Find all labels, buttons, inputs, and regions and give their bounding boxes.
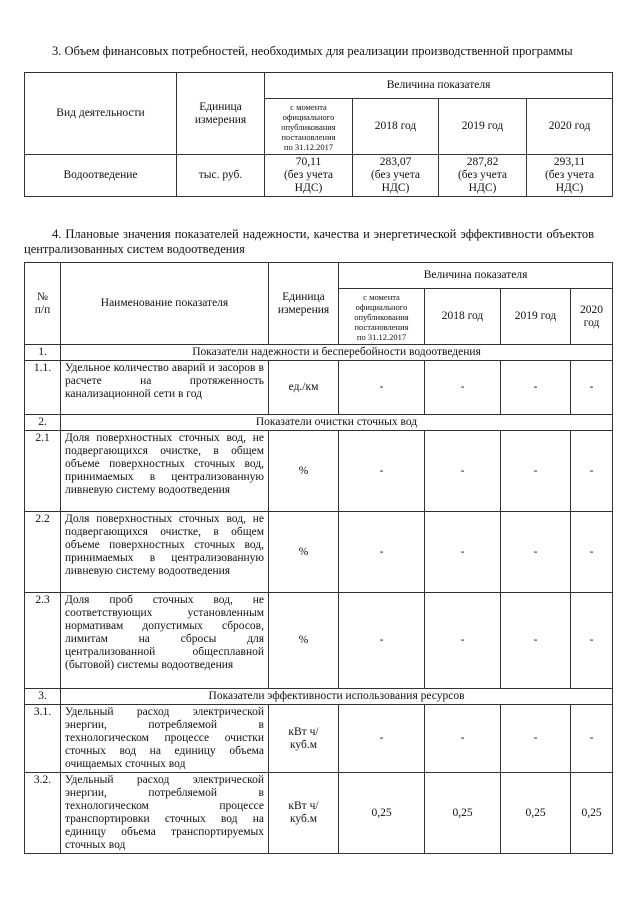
table-row — [25, 593, 613, 689]
unit-cell: кВт ч/ куб.м — [269, 773, 339, 854]
indicator-name: Доля проб сточных вод, не соответствующих установленным нормативам допустимых сбросов, лимитам на сбросы для централизованной общесплавной (бытовой) системы водоотведения — [61, 593, 269, 689]
indicator-name: Удельный расход электрической энергии, потребляемой в технологическом процессе транспортировки сточных вод на единицу объема транспортируемых сточных вод — [61, 773, 269, 854]
value-2019-cell: - — [501, 593, 571, 689]
col-value-header: Величина показателя — [339, 263, 613, 289]
unit-cell: кВт ч/ куб.м — [269, 705, 339, 773]
unit-cell: % — [269, 512, 339, 593]
col-2020-header: 2020 год — [571, 289, 613, 345]
value-2020-cell: - — [571, 361, 613, 415]
row-num: 1.1. — [25, 361, 61, 415]
unit-cell: ед./км — [269, 361, 339, 415]
value-from-cell: - — [339, 593, 425, 689]
value-2018-cell: - — [425, 593, 501, 689]
unit-cell: тыс. руб. — [177, 155, 265, 197]
value-2020-cell: 293,11 (без учета НДС) — [527, 155, 613, 197]
col-2018-header: 2018 год — [425, 289, 501, 345]
col-unit-header: Единица измерения — [177, 73, 265, 155]
value-2020-cell: - — [571, 593, 613, 689]
indicator-name: Доля поверхностных сточных вод, не подвергающихся очистке, в общем объеме поверхностных сточных вод, принимаемых в централизованную ливневую систему водоотведения — [61, 512, 269, 593]
unit-cell: % — [269, 593, 339, 689]
value-2019-cell: - — [501, 361, 571, 415]
value-2019-cell: - — [501, 512, 571, 593]
value-from-cell: - — [339, 431, 425, 512]
col-from-header: с момента официального опубликования постановления по 31.12.2017 — [339, 289, 425, 345]
value-2020-cell: 0,25 — [571, 773, 613, 854]
row-num: 2.2 — [25, 512, 61, 593]
table-row — [25, 512, 613, 593]
col-2019-header: 2019 год — [439, 99, 527, 155]
col-2018-header: 2018 год — [353, 99, 439, 155]
col-value-header: Величина показателя — [265, 73, 613, 99]
unit-cell: % — [269, 431, 339, 512]
indicators-table — [24, 262, 613, 854]
value-2020-cell: - — [571, 705, 613, 773]
value-from-cell: 0,25 — [339, 773, 425, 854]
group-title: Показатели надежности и бесперебойности водоотведения — [61, 345, 613, 361]
value-2019-cell: 0,25 — [501, 773, 571, 854]
financial-needs-table — [24, 72, 613, 197]
table-row — [25, 431, 613, 512]
value-2018-cell: - — [425, 512, 501, 593]
col-from-header: с момента официального опубликования постановления по 31.12.2017 — [265, 99, 353, 155]
group-title: Показатели эффективности использования ресурсов — [61, 689, 613, 705]
value-from-cell: 70,11 (без учета НДС) — [265, 155, 353, 197]
section4-heading: 4. Плановые значения показателей надежности, качества и энергетической эффективности объектов централизованных систем водоотведения — [24, 227, 594, 256]
value-2020-cell: - — [571, 431, 613, 512]
row-num: 3.1. — [25, 705, 61, 773]
group-num: 2. — [25, 415, 61, 431]
value-2018-cell: 0,25 — [425, 773, 501, 854]
value-2020-cell: - — [571, 512, 613, 593]
group-num: 1. — [25, 345, 61, 361]
value-from-cell: - — [339, 512, 425, 593]
col-name-header: Наименование показателя — [61, 263, 269, 345]
value-2019-cell: 287,82 (без учета НДС) — [439, 155, 527, 197]
value-2018-cell: - — [425, 431, 501, 512]
group-title: Показатели очистки сточных вод — [61, 415, 613, 431]
indicator-name: Удельное количество аварий и засоров в расчете на протяженность канализационной сети в год — [61, 361, 269, 415]
indicator-name: Доля поверхностных сточных вод, не подвергающихся очистке, в общем объеме поверхностных сточных вод, принимаемых в централизованную ливневую систему водоотведения — [61, 431, 269, 512]
table-row — [25, 773, 613, 854]
col-activity-header: Вид деятельности — [25, 73, 177, 155]
value-2019-cell: - — [501, 431, 571, 512]
value-from-cell: - — [339, 705, 425, 773]
table-row — [25, 705, 613, 773]
value-2018-cell: - — [425, 705, 501, 773]
value-from-cell: - — [339, 361, 425, 415]
value-2018-cell: 283,07 (без учета НДС) — [353, 155, 439, 197]
value-2018-cell: - — [425, 361, 501, 415]
row-num: 2.1 — [25, 431, 61, 512]
col-unit-header: Единица измерения — [269, 263, 339, 345]
table-row — [25, 361, 613, 415]
col-num-header: № п/п — [25, 263, 61, 345]
row-num: 2.3 — [25, 593, 61, 689]
activity-cell: Водоотведение — [25, 155, 177, 197]
group-num: 3. — [25, 689, 61, 705]
row-num: 3.2. — [25, 773, 61, 854]
col-2019-header: 2019 год — [501, 289, 571, 345]
indicator-name: Удельный расход электрической энергии, потребляемой в технологическом процессе очистки сточных вод на единицу объема очищаемых сточных вод — [61, 705, 269, 773]
col-2020-header: 2020 год — [527, 99, 613, 155]
section3-heading: 3. Объем финансовых потребностей, необходимых для реализации производственной программы — [52, 44, 573, 58]
value-2019-cell: - — [501, 705, 571, 773]
